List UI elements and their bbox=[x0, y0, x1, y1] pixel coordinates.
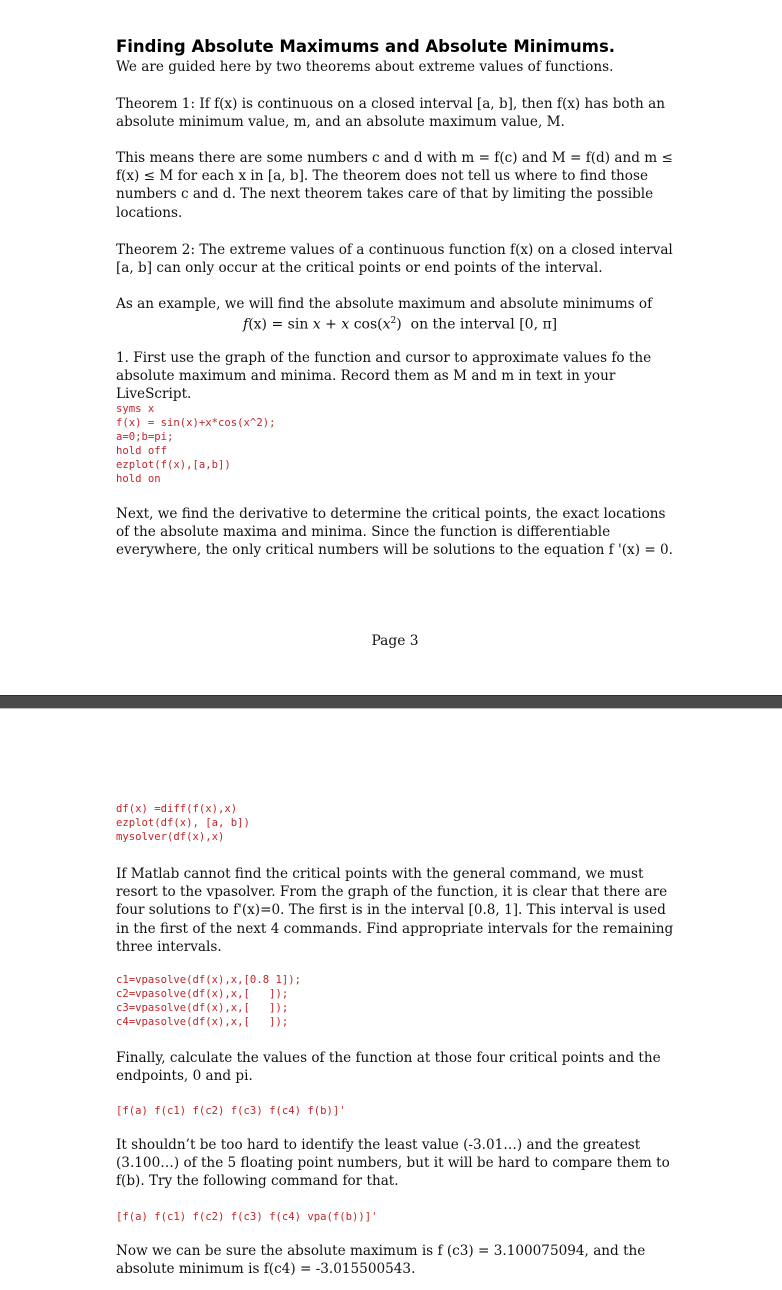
code-block-3 bbox=[116, 973, 678, 1029]
code-block-4-text: [f(a) f(c1) f(c2) f(c3) f(c4) f(b)]' bbox=[116, 1105, 346, 1117]
shouldnt-block bbox=[116, 1136, 678, 1191]
page-number: Page 3 bbox=[371, 633, 419, 649]
code-block-5 bbox=[116, 1210, 678, 1224]
code-block-2 bbox=[116, 802, 678, 844]
theorem2-paragraph: Theorem 2: The extreme values of a continuous function f(x) on a closed interval [a, b] can only occur at the critical points or end points of the interval. bbox=[116, 242, 673, 277]
intro-paragraph-block bbox=[116, 58, 678, 76]
equation-interval: on the interval [0, π] bbox=[401, 316, 558, 333]
equation-plus: + bbox=[320, 316, 342, 333]
equation-exponent: 2 bbox=[390, 316, 397, 326]
vpa-paragraph: If Matlab cannot find the critical points with the general command, we must resort to the vpasolver. From the graph of the function, it is clear that there are four solutions to f'(x)=0. The first is in the interval [0.8, 1]. This interval is used in the first of the next 4 commands. Find appropriate intervals for the remaining three intervals. bbox=[116, 866, 674, 955]
theorem1-paragraph: Theorem 1: If f(x) is continuous on a closed interval [a, b], then f(x) has both an absolute minimum value, m, and an absolute maximum value, M. bbox=[116, 96, 665, 131]
equation-equals: = bbox=[267, 316, 288, 333]
equation-x2: x bbox=[341, 316, 350, 333]
code-block-4 bbox=[116, 1104, 678, 1118]
theorem1-block bbox=[116, 95, 678, 131]
conclusion-paragraph: Now we can be sure the absolute maximum is f (c3) = 3.100075094, and the absolute minimum is f(c4) = -3.015500543. bbox=[116, 1243, 646, 1278]
vpa-block bbox=[116, 865, 678, 956]
equation-sin: sin bbox=[287, 316, 309, 333]
example-intro-paragraph: As an example, we will find the absolute maximum and absolute minimums of bbox=[116, 296, 653, 312]
equation-x1: x bbox=[312, 316, 321, 333]
code-block-1-text: syms x f(x) = sin(x)+x*cos(x^2); a=0;b=pi; hold off ezplot(f(x),[a,b]) hold on bbox=[116, 403, 276, 485]
step1-block bbox=[116, 349, 678, 404]
intro-paragraph: We are guided here by two theorems about extreme values of functions. bbox=[116, 59, 614, 75]
theorem2-block bbox=[116, 241, 678, 277]
equation-paren-x: (x) bbox=[248, 316, 268, 333]
document-page-4 bbox=[0, 709, 782, 1290]
equation-cos: cos bbox=[353, 316, 378, 333]
page-title: Finding Absolute Maximums and Absolute Minimums. bbox=[116, 37, 616, 56]
code-block-5-text: [f(a) f(c1) f(c2) f(c3) f(c4) vpa(f(b))]' bbox=[116, 1211, 378, 1223]
meaning-paragraph: This means there are some numbers c and d with m = f(c) and M = f(d) and m ≤ f(x) ≤ M for each x in [a, b]. The theorem does not tell us where to find those numbers c and d. The next theorem takes care of that by limiting the possible locations. bbox=[116, 150, 673, 221]
function-equation bbox=[243, 312, 762, 335]
code-block-3-text: c1=vpasolve(df(x),x,[0.8 1]); c2=vpasolve(df(x),x,[ ]); c3=vpasolve(df(x),x,[ ]); c4=vpasolve(df(x),x,[ ]); bbox=[116, 974, 301, 1028]
equation-paren-close: ) bbox=[396, 316, 402, 333]
equation-lhs: f bbox=[243, 316, 249, 333]
next-paragraph: Next, we find the derivative to determine the critical points, the exact locations of the absolute maxima and minima. Since the function is differentiable everywhere, the only critical numbers will be solutions to the equation f '(x) = 0. bbox=[116, 506, 674, 559]
next-block bbox=[116, 505, 678, 560]
code-block-1 bbox=[116, 402, 678, 486]
step1-paragraph: 1. First use the graph of the function and cursor to approximate values fo the absolute maximum and minima. Record them as M and m in text in your LiveScript. bbox=[116, 350, 652, 403]
finally-block bbox=[116, 1049, 678, 1085]
meaning-block bbox=[116, 149, 678, 222]
equation-paren-open: ( bbox=[377, 316, 383, 333]
example-intro-block bbox=[116, 295, 678, 313]
conclusion-block bbox=[116, 1242, 678, 1278]
code-block-2-text: df(x) =diff(f(x),x) ezplot(df(x), [a, b]) mysolver(df(x),x) bbox=[116, 803, 250, 843]
page-title-block bbox=[116, 36, 678, 58]
equation-x3: x bbox=[382, 316, 391, 333]
finally-paragraph: Finally, calculate the values of the function at those four critical points and the endpoints, 0 and pi. bbox=[116, 1050, 661, 1085]
shouldnt-paragraph: It shouldn’t be too hard to identify the least value (-3.01…) and the greatest (3.100…) of the 5 floating point numbers, but it will be hard to compare them to f(b). Try the following command for that. bbox=[116, 1137, 670, 1190]
